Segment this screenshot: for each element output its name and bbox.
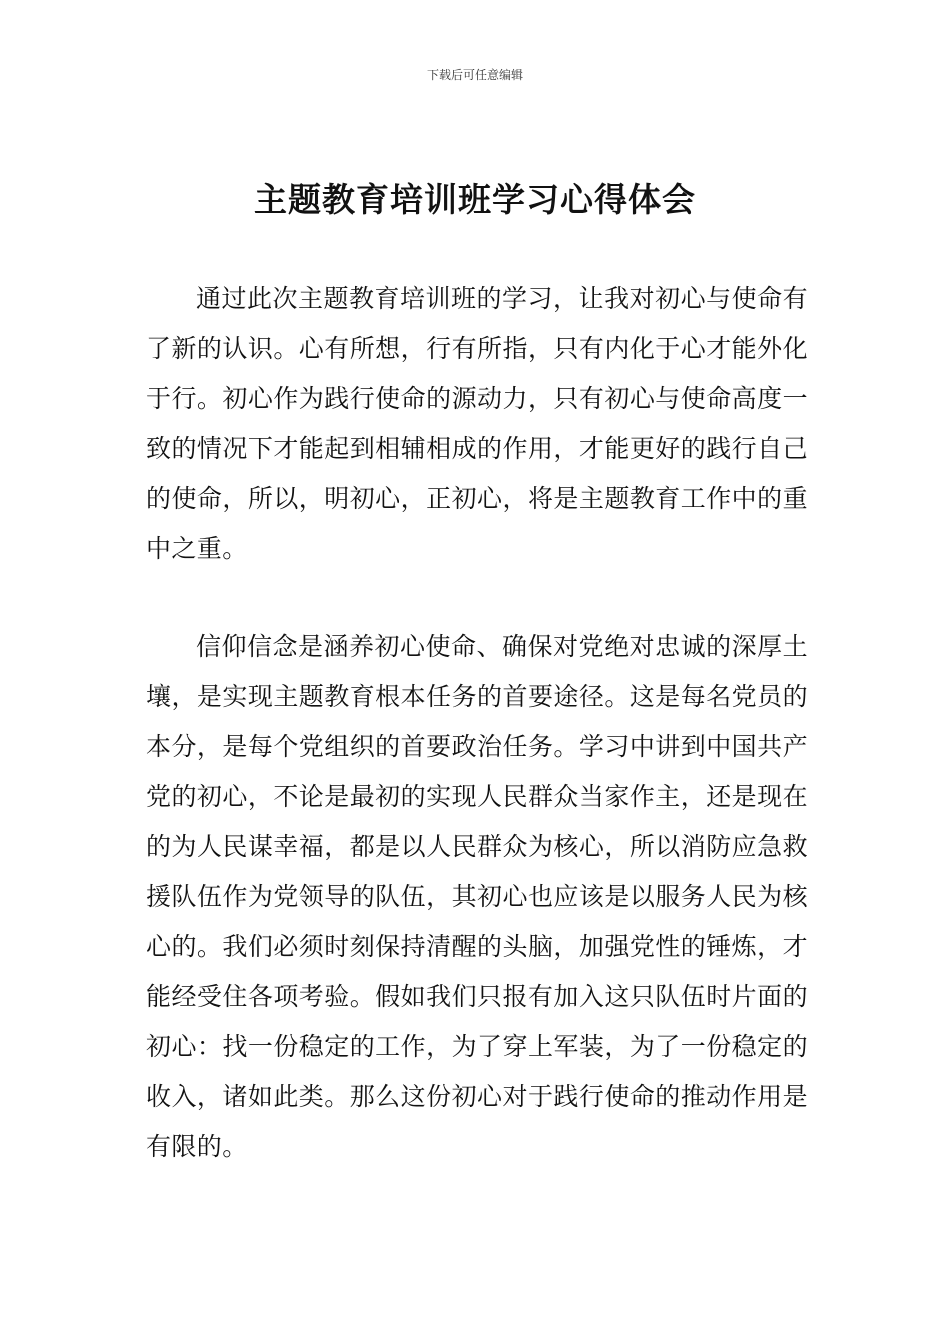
paragraph-1: 通过此次主题教育培训班的学习，让我对初心与使命有了新的认识。心有所想，行有所指，只有内化于心才能外化于行。初心作为践行使命的源动力，只有初心与使命高度一致的情况下才能起到相辅相成的作用，才能更好的践行自己的使命，所以，明初心，正初心，将是主题教育工作中的重中之重。	[146, 284, 808, 563]
document-title: 主题教育培训班学习心得体会	[254, 180, 696, 219]
paragraph-2: 信仰信念是涵养初心使命、确保对党绝对忠诚的深厚土壤，是实现主题教育根本任务的首要途径。这是每名党员的本分，是每个党组织的首要政治任务。学习中讲到中国共产党的初心，不论是最初的实现人民群众当家作主，还是现在的为人民谋幸福，都是以人民群众为核心，所以消防应急救援队伍作为党领导的队伍，其初心也应该是以服务人民为核心的。我们必须时刻保持清醒的头脑，加强党性的锤炼，才能经受住各项考验。假如我们只报有加入这只队伍时片面的初心：找一份稳定的工作，为了穿上军装，为了一份稳定的收入，诸如此类。那么这份初心对于践行使命的推动作用是有限的。	[146, 632, 808, 1161]
header-note: 下载后可任意编辑	[426, 68, 523, 82]
